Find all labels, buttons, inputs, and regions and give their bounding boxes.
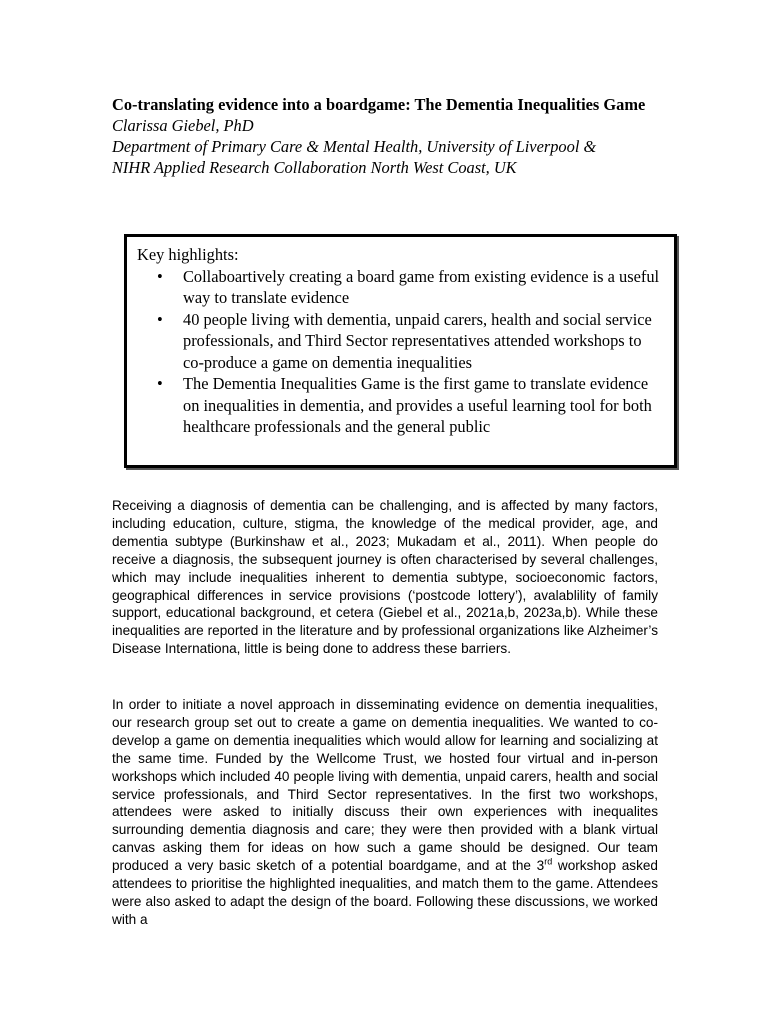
paper-title: Co-translating evidence into a boardgame: The Dementia Inequalities Game <box>112 95 646 114</box>
paragraph-2-text-a: In order to initiate a novel approach in disseminating evidence on dementia inequalities, our research group set out to create a game on dementia inequalities. We wanted to co-develop a game on dementia inequalities which would allow for learning and socializing at the same time. Funded by the Wellcome Trust, we hosted four virtual and in-person workshops which included 40 people living with dementia, unpaid carers, health and social service professionals, and Third Sector representatives. In the first two workshops, attendees were asked to initially discuss their own experiences with inequalites surrounding dementia diagnosis and care; they were then provided with a blank virtual canvas asking them for ideas on how such a game should be designed. Our team produced a very basic sketch of a potential boardgame, and at the 3 <box>112 697 658 874</box>
bullet-icon: • <box>157 309 163 329</box>
highlights-heading: Key highlights: <box>137 245 239 264</box>
body-paragraph-1: Receiving a diagnosis of dementia can be challenging, and is affected by many factors, including education, culture, stigma, the knowledge of the medical provider, age, and dementia subtype (Burkinshaw et al., 2023; Mukadam et al., 2011). When people do receive a diagnosis, the subsequent journey is often characterised by several challenges, which may include inequalities inherent to dementia subtype, socioeconomic factors, geographical differences in service provisions (‘postcode lottery’), avalablility of family support, educational background, et cetera (Giebel et al., 2021a,b, 2023a,b). While these inequalities are reported in the literature and by professional organizations like Alzheimer’s Disease Internationa, little is being done to address these barriers. <box>112 498 658 657</box>
highlight-item <box>137 309 666 374</box>
highlight-text: Collaboartively creating a board game from existing evidence is a useful way to translate evidence <box>183 266 660 307</box>
ordinal-superscript: rd <box>544 856 553 867</box>
bullet-icon: • <box>157 266 163 286</box>
affiliation-line-1: Department of Primary Care & Mental Health, University of Liverpool & <box>112 137 597 156</box>
body-paragraph-2 <box>112 696 658 929</box>
highlight-item <box>137 266 666 309</box>
key-highlights-box <box>124 234 677 468</box>
paragraph-2-text-b: workshop asked attendees to prioritise the highlighted inequalities, and match them to the game. Attendees were also asked to adapt the design of the board. Following these discussions, we worked with a <box>112 858 658 927</box>
highlight-item <box>137 373 666 438</box>
header-block <box>112 94 672 178</box>
bullet-icon: • <box>157 374 163 393</box>
highlights-list <box>137 266 666 438</box>
author-name: Clarissa Giebel, PhD <box>112 116 254 135</box>
highlight-text: The Dementia Inequalities Game is the first game to translate evidence on inequalities in dementia, and provides a useful learning tool for both healthcare professionals and the general public <box>183 374 652 436</box>
affiliation-line-2: NIHR Applied Research Collaboration North West Coast, UK <box>112 158 517 177</box>
highlight-text: 40 people living with dementia, unpaid carers, health and social service professionals, and Third Sector representatives attended workshops to co-produce a game on dementia inequalities <box>183 309 652 372</box>
